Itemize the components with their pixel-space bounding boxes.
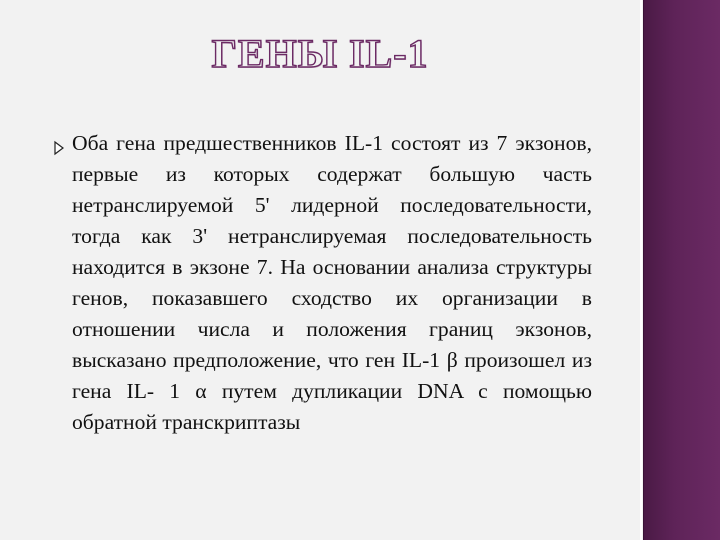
slide-title: ГЕНЫ IL-1 [211, 31, 429, 76]
triangle-bullet-icon [52, 138, 66, 158]
decorative-side-panel [644, 0, 720, 540]
body-paragraph: Оба гена предшественников IL-1 состоят из 7 экзонов, первые из которых содержат большую часть нетранслируемой 5' лидерной последовательности, тогда как 3' нетранслируемая последовательность находится в экзоне 7. На основании анализа структуры генов, показавшего сходство их организации в отношении числа и положения границ экзонов, высказано предположение, что ген IL-1 β произошел из гена IL- 1 α путем дупликации DNA с помощью обратной транскриптазы [72, 131, 592, 434]
side-divider [640, 0, 642, 540]
